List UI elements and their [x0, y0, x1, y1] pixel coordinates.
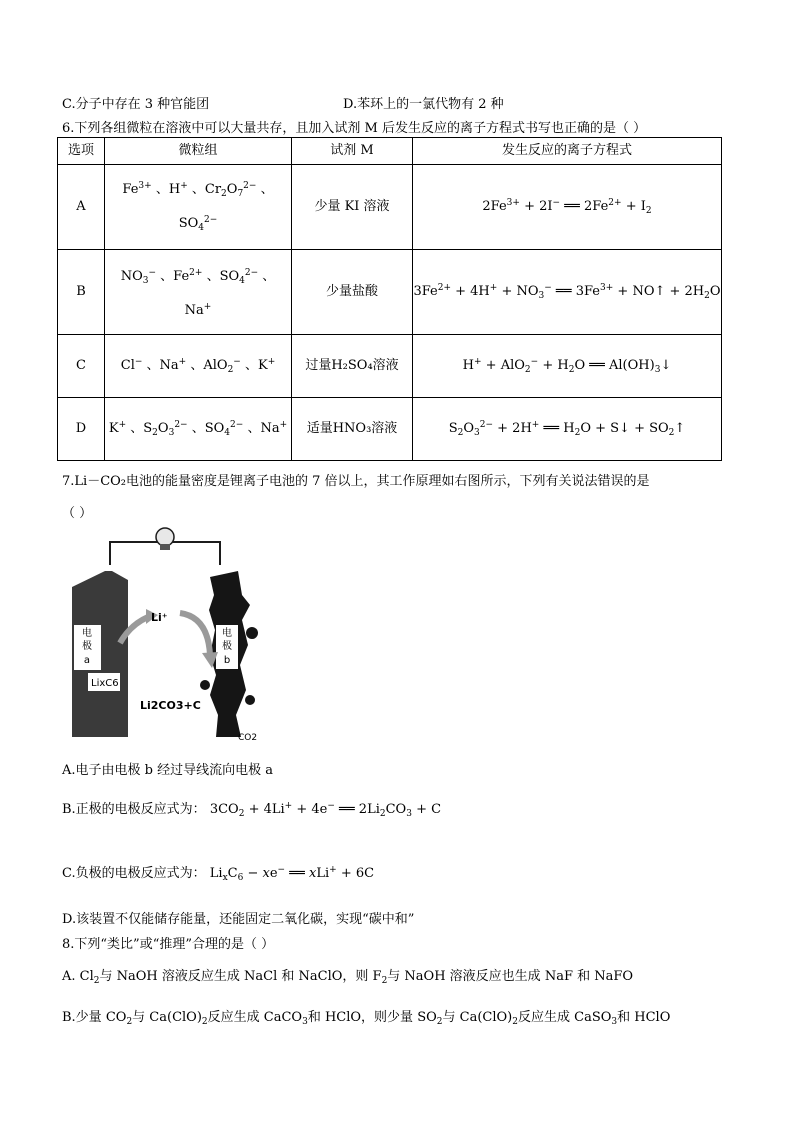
co2-label: CO2: [238, 733, 258, 743]
q8-option-b: B.少量 $CO_2$与 $Ca(ClO)_2$反应生成 CaCO$_3$和 HClO，则少量 $SO_2$与 $Ca(ClO)_2$反应生成 CaSO$_3$和 HClO: [62, 1010, 671, 1027]
battery-diagram: [60, 525, 280, 750]
row-option: C: [58, 335, 105, 398]
row-reagent: 少量盐酸: [292, 250, 413, 335]
product-label: Li2CO3+C: [140, 699, 201, 712]
bulb-icon: [156, 528, 174, 546]
table-row: [58, 250, 722, 335]
electrode-b-label-1: 电: [222, 628, 232, 639]
q7-option-a: A.电子由电极 b 经过导线流向电极 a: [62, 763, 273, 778]
row-equation: $H^+ + AlO_2^- + H_2O$ ══ $Al(OH)_3↓$: [413, 335, 722, 398]
carbon-particle: [245, 695, 255, 705]
q8-option-a: A. $Cl_2$与 NaOH 溶液反应生成 NaCl 和 NaClO，则 $F_2$与 NaOH 溶液反应也生成 NaF 和 NaFO: [62, 969, 634, 986]
row-option: B: [58, 250, 105, 335]
q7-option-b: [62, 798, 441, 819]
q7-option-c-equation: $Li_xC_6 - xe^-$ ══ xLi+ + 6C: [209, 865, 375, 883]
row-option: D: [58, 398, 105, 461]
q7-option-b-prefix: B.正极的电极反应式为：: [62, 802, 206, 817]
q7-option-c-prefix: C.负极的电极反应式为：: [62, 866, 206, 881]
row-equation: $3Fe^{2+} + 4H^+ + NO_3^-$ ══ $3Fe^{3+}$ + NO↑ + $2H_2O$: [413, 250, 722, 335]
bulb-base: [160, 544, 170, 550]
row-reagent: 过量H₂SO₄溶液: [292, 335, 413, 398]
q6-stem: 6.下列各组微粒在溶液中可以大量共存，且加入试剂 M 后发生反应的离子方程式书写也正确的是（ ）: [62, 121, 647, 136]
q8-stem: 8.下列“类比”或“推理”合理的是（ ）: [62, 937, 275, 952]
header-particles: 微粒组: [105, 138, 292, 165]
q7-option-c: [62, 862, 374, 883]
q7-paren: （ ）: [62, 506, 93, 521]
row-equation: $2Fe^{3+} + 2I^-$ ══ $2Fe^{2+} + I_2$: [413, 165, 722, 250]
li-ion-label: Li⁺: [151, 611, 168, 624]
header-reagent: 试剂 M: [292, 138, 413, 165]
row-option: A: [58, 165, 105, 250]
li-ion-arrow-in: [180, 613, 210, 655]
row-particles: $NO_3^-$ 、$Fe^{2+}$ 、$SO_4^{2-}$ 、 Na+: [105, 250, 292, 335]
table-row: [58, 165, 722, 250]
row-particles: K+ 、$S_2O_3^{2-}$ 、$SO_4^{2-}$ 、Na+: [105, 398, 292, 461]
q6-table: [57, 137, 722, 461]
q7-option-b-equation: $3CO_2 + 4Li^+ + 4e^-$ ══ $2Li_2CO_3 + C$: [209, 801, 442, 819]
header-equation: 发生反应的离子方程式: [413, 138, 722, 165]
lixc6-label: LixC6: [91, 678, 119, 689]
row-particles: Cl− 、Na+ 、AlO$_2$− 、K+: [105, 335, 292, 398]
table-row: [58, 335, 722, 398]
q7-stem: 7.Li－CO₂电池的能量密度是锂离子电池的 7 倍以上，其工作原理如右图所示，下列有关说法错误的是: [62, 474, 650, 489]
row-equation: $S_2O_3^{2-} + 2H^+$ ══ $H_2O$ + S↓ + $SO_2↑$: [413, 398, 722, 461]
option-c-prev: C.分子中存在 3 种官能团: [62, 97, 210, 112]
electrode-b-label-2: 极: [222, 641, 232, 652]
row-reagent: 少量 KI 溶液: [292, 165, 413, 250]
header-option: 选项: [58, 138, 105, 165]
option-d-prev: D.苯环上的一氯代物有 2 种: [343, 97, 504, 112]
carbon-particle: [246, 627, 258, 639]
electrode-a-label-2: 极: [82, 641, 92, 652]
row-reagent: 适量HNO₃溶液: [292, 398, 413, 461]
electrode-a-label-1: 电: [82, 628, 92, 639]
electrode-b-label-3: b: [223, 655, 231, 666]
row-particles: $Fe^{3+}$ 、H+ 、$Cr_2O_7^{2-}$ 、 $SO_4^{2-}$: [105, 165, 292, 250]
electrode-a-label-3: a: [83, 655, 91, 666]
carbon-particle: [200, 680, 210, 690]
table-row: [58, 398, 722, 461]
q7-option-d: D.该装置不仅能储存能量，还能固定二氧化碳，实现“碳中和”: [62, 912, 415, 927]
